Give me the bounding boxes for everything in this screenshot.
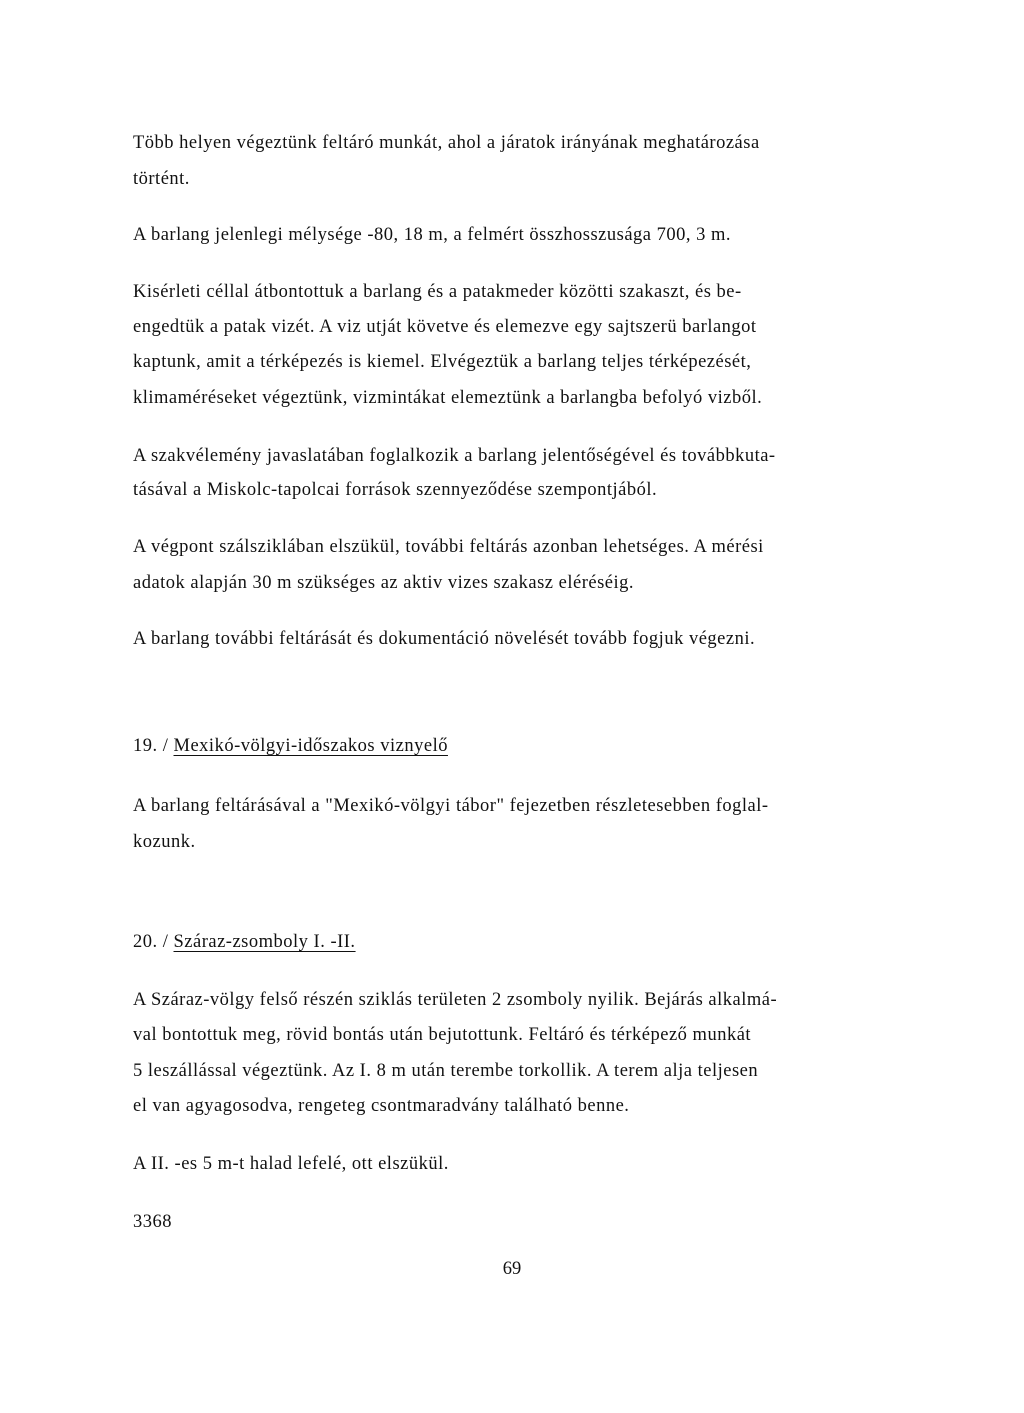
paragraph-1-line-1: Több helyen végeztünk feltáró munkát, ahol a járatok irányának meghatározása: [133, 133, 760, 153]
paragraph-4-line-1: A szakvélemény javaslatában foglalkozik a barlang jelentőségével és továbbkuta-: [133, 446, 776, 466]
section-20-line-1: A Száraz-völgy felső részén sziklás területen 2 zsomboly nyilik. Bejárás alkalmá-: [133, 990, 778, 1010]
section-19-line-1: A barlang feltárásával a "Mexikó-völgyi tábor" fejezetben részletesebben foglal-: [133, 796, 769, 816]
paragraph-3-line-3: kaptunk, amit a térképezés is kiemel. Elvégeztük a barlang teljes térképezését,: [133, 352, 752, 372]
paragraph-3-line-2: engedtük a patak vizét. A viz utját követve és elemezve egy sajtszerü barlangot: [133, 317, 757, 337]
section-20-number: 20. /: [133, 932, 169, 952]
section-19-number: 19. /: [133, 736, 169, 756]
paragraph-6-line-1: A barlang további feltárását és dokumentáció növelését tovább fogjuk végezni.: [133, 629, 756, 649]
section-20-line-2: val bontottuk meg, rövid bontás után bejutottunk. Feltáró és térképező munkát: [133, 1025, 752, 1045]
section-20-line-4: el van agyagosodva, rengeteg csontmaradvány található benne.: [133, 1096, 630, 1116]
footer-code: 3368: [133, 1212, 172, 1232]
section-19-line-2: kozunk.: [133, 832, 196, 852]
section-19-heading: [133, 734, 448, 758]
section-20-heading: [133, 930, 356, 954]
paragraph-5-line-2: adatok alapján 30 m szükséges az aktiv vizes szakasz eléréséig.: [133, 573, 635, 593]
paragraph-2-line-1: A barlang jelenlegi mélysége -80, 18 m, a felmért összhosszusága 700, 3 m.: [133, 225, 732, 245]
paragraph-4-line-2: tásával a Miskolc-tapolcai források szennyeződése szempontjából.: [133, 480, 658, 500]
section-20-closing: A II. -es 5 m-t halad lefelé, ott elszükül.: [133, 1154, 449, 1174]
paragraph-3-line-4: klimaméréseket végeztünk, vizmintákat elemeztünk a barlangba befolyó vizből.: [133, 388, 763, 408]
page-number: 69: [502, 1259, 522, 1279]
paragraph-1-line-2: történt.: [133, 169, 190, 189]
section-20-line-3: 5 leszállással végeztünk. Az I. 8 m után terembe torkollik. A terem alja teljesen: [133, 1061, 759, 1081]
paragraph-3-line-1: Kisérleti céllal átbontottuk a barlang és a patakmeder közötti szakaszt, és be-: [133, 282, 742, 302]
section-20-title: Száraz-zsomboly I. -II.: [173, 932, 356, 952]
paragraph-5-line-1: A végpont szálsziklában elszükül, további feltárás azonban lehetséges. A mérési: [133, 537, 764, 557]
section-19-title: Mexikó-völgyi-időszakos viznyelő: [173, 736, 448, 756]
